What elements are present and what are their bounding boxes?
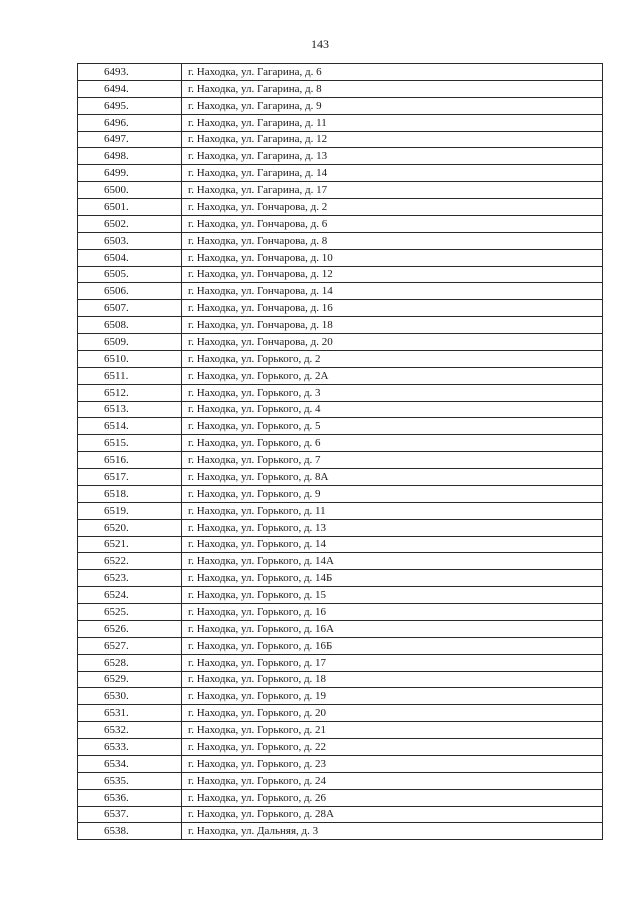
row-number: 6506. — [78, 283, 182, 300]
row-address: г. Находка, ул. Горького, д. 26 — [182, 789, 603, 806]
table-row — [78, 789, 603, 806]
row-number: 6507. — [78, 300, 182, 317]
table-row — [78, 199, 603, 216]
row-address: г. Находка, ул. Горького, д. 16Б — [182, 637, 603, 654]
table-row — [78, 823, 603, 840]
row-address: г. Находка, ул. Гагарина, д. 12 — [182, 131, 603, 148]
row-number: 6501. — [78, 199, 182, 216]
table-row — [78, 232, 603, 249]
row-number: 6524. — [78, 587, 182, 604]
row-address: г. Находка, ул. Гончарова, д. 16 — [182, 300, 603, 317]
table-row — [78, 384, 603, 401]
row-number: 6516. — [78, 452, 182, 469]
row-number: 6504. — [78, 249, 182, 266]
row-address: г. Находка, ул. Горького, д. 16 — [182, 604, 603, 621]
row-number: 6512. — [78, 384, 182, 401]
row-address: г. Находка, ул. Горького, д. 14А — [182, 553, 603, 570]
table-row — [78, 300, 603, 317]
table-row — [78, 418, 603, 435]
table-row — [78, 502, 603, 519]
row-number: 6519. — [78, 502, 182, 519]
table-row — [78, 570, 603, 587]
row-number: 6500. — [78, 182, 182, 199]
table-row — [78, 80, 603, 97]
row-address: г. Находка, ул. Горького, д. 14 — [182, 536, 603, 553]
row-number: 6527. — [78, 637, 182, 654]
row-address: г. Находка, ул. Горького, д. 16А — [182, 620, 603, 637]
row-number: 6502. — [78, 215, 182, 232]
row-number: 6520. — [78, 519, 182, 536]
row-number: 6523. — [78, 570, 182, 587]
row-number: 6521. — [78, 536, 182, 553]
row-address: г. Находка, ул. Горького, д. 8А — [182, 469, 603, 486]
row-number: 6535. — [78, 772, 182, 789]
row-address: г. Находка, ул. Гагарина, д. 13 — [182, 148, 603, 165]
row-number: 6496. — [78, 114, 182, 131]
row-number: 6515. — [78, 435, 182, 452]
table-row — [78, 148, 603, 165]
table-row — [78, 620, 603, 637]
row-number: 6513. — [78, 401, 182, 418]
row-number: 6538. — [78, 823, 182, 840]
row-address: г. Находка, ул. Горького, д. 23 — [182, 755, 603, 772]
row-address: г. Находка, ул. Горького, д. 21 — [182, 722, 603, 739]
row-number: 6510. — [78, 350, 182, 367]
row-number: 6509. — [78, 334, 182, 351]
row-address: г. Находка, ул. Гончарова, д. 6 — [182, 215, 603, 232]
row-number: 6526. — [78, 620, 182, 637]
row-number: 6494. — [78, 80, 182, 97]
row-number: 6495. — [78, 97, 182, 114]
row-number: 6517. — [78, 469, 182, 486]
table-row — [78, 215, 603, 232]
row-number: 6537. — [78, 806, 182, 823]
row-address: г. Находка, ул. Горького, д. 3 — [182, 384, 603, 401]
row-number: 6505. — [78, 266, 182, 283]
row-address: г. Находка, ул. Горького, д. 17 — [182, 654, 603, 671]
row-address: г. Находка, ул. Горького, д. 13 — [182, 519, 603, 536]
table-row — [78, 283, 603, 300]
table-row — [78, 350, 603, 367]
table-row — [78, 806, 603, 823]
row-number: 6497. — [78, 131, 182, 148]
row-address: г. Находка, ул. Горького, д. 6 — [182, 435, 603, 452]
row-number: 6528. — [78, 654, 182, 671]
row-number: 6530. — [78, 688, 182, 705]
table-row — [78, 367, 603, 384]
page-number: 143 — [311, 37, 329, 51]
table-row — [78, 131, 603, 148]
table-row — [78, 266, 603, 283]
table-row — [78, 739, 603, 756]
table-row — [78, 654, 603, 671]
table-row — [78, 637, 603, 654]
row-number: 6525. — [78, 604, 182, 621]
row-number: 6518. — [78, 485, 182, 502]
row-address: г. Находка, ул. Гагарина, д. 8 — [182, 80, 603, 97]
address-table-body — [78, 64, 603, 840]
row-address: г. Находка, ул. Гагарина, д. 9 — [182, 97, 603, 114]
row-number: 6503. — [78, 232, 182, 249]
table-row — [78, 553, 603, 570]
row-address: г. Находка, ул. Гагарина, д. 14 — [182, 165, 603, 182]
table-row — [78, 97, 603, 114]
row-address: г. Находка, ул. Гончарова, д. 10 — [182, 249, 603, 266]
table-row — [78, 469, 603, 486]
row-address: г. Находка, ул. Гончарова, д. 2 — [182, 199, 603, 216]
row-number: 6533. — [78, 739, 182, 756]
table-row — [78, 755, 603, 772]
row-number: 6532. — [78, 722, 182, 739]
row-address: г. Находка, ул. Горького, д. 18 — [182, 671, 603, 688]
table-row — [78, 485, 603, 502]
table-row — [78, 165, 603, 182]
row-address: г. Находка, ул. Горького, д. 2А — [182, 367, 603, 384]
row-address: г. Находка, ул. Горького, д. 28А — [182, 806, 603, 823]
row-number: 6522. — [78, 553, 182, 570]
table-row — [78, 182, 603, 199]
table-row — [78, 114, 603, 131]
table-row — [78, 536, 603, 553]
row-address: г. Находка, ул. Горького, д. 4 — [182, 401, 603, 418]
table-row — [78, 587, 603, 604]
row-number: 6529. — [78, 671, 182, 688]
table-row — [78, 772, 603, 789]
row-address: г. Находка, ул. Гончарова, д. 20 — [182, 334, 603, 351]
row-number: 6511. — [78, 367, 182, 384]
row-address: г. Находка, ул. Горького, д. 7 — [182, 452, 603, 469]
address-table — [77, 63, 603, 840]
table-row — [78, 452, 603, 469]
row-address: г. Находка, ул. Горького, д. 5 — [182, 418, 603, 435]
row-address: г. Находка, ул. Горького, д. 24 — [182, 772, 603, 789]
table-row — [78, 705, 603, 722]
table-row — [78, 317, 603, 334]
row-address: г. Находка, ул. Горького, д. 14Б — [182, 570, 603, 587]
table-row — [78, 671, 603, 688]
row-number: 6493. — [78, 64, 182, 81]
table-row — [78, 64, 603, 81]
row-number: 6508. — [78, 317, 182, 334]
row-number: 6536. — [78, 789, 182, 806]
row-address: г. Находка, ул. Гагарина, д. 11 — [182, 114, 603, 131]
table-row — [78, 249, 603, 266]
table-row — [78, 435, 603, 452]
row-address: г. Находка, ул. Гончарова, д. 12 — [182, 266, 603, 283]
row-address: г. Находка, ул. Горького, д. 19 — [182, 688, 603, 705]
row-number: 6499. — [78, 165, 182, 182]
row-address: г. Находка, ул. Горького, д. 20 — [182, 705, 603, 722]
row-number: 6498. — [78, 148, 182, 165]
row-address: г. Находка, ул. Горького, д. 15 — [182, 587, 603, 604]
row-address: г. Находка, ул. Дальняя, д. 3 — [182, 823, 603, 840]
table-row — [78, 722, 603, 739]
table-row — [78, 334, 603, 351]
table-row — [78, 519, 603, 536]
table-row — [78, 688, 603, 705]
row-number: 6514. — [78, 418, 182, 435]
row-address: г. Находка, ул. Горького, д. 2 — [182, 350, 603, 367]
row-address: г. Находка, ул. Горького, д. 22 — [182, 739, 603, 756]
row-address: г. Находка, ул. Горького, д. 9 — [182, 485, 603, 502]
table-row — [78, 604, 603, 621]
row-address: г. Находка, ул. Гончарова, д. 14 — [182, 283, 603, 300]
row-address: г. Находка, ул. Гагарина, д. 6 — [182, 64, 603, 81]
row-address: г. Находка, ул. Гончарова, д. 8 — [182, 232, 603, 249]
row-number: 6531. — [78, 705, 182, 722]
table-row — [78, 401, 603, 418]
row-address: г. Находка, ул. Горького, д. 11 — [182, 502, 603, 519]
row-address: г. Находка, ул. Гончарова, д. 18 — [182, 317, 603, 334]
row-address: г. Находка, ул. Гагарина, д. 17 — [182, 182, 603, 199]
row-number: 6534. — [78, 755, 182, 772]
